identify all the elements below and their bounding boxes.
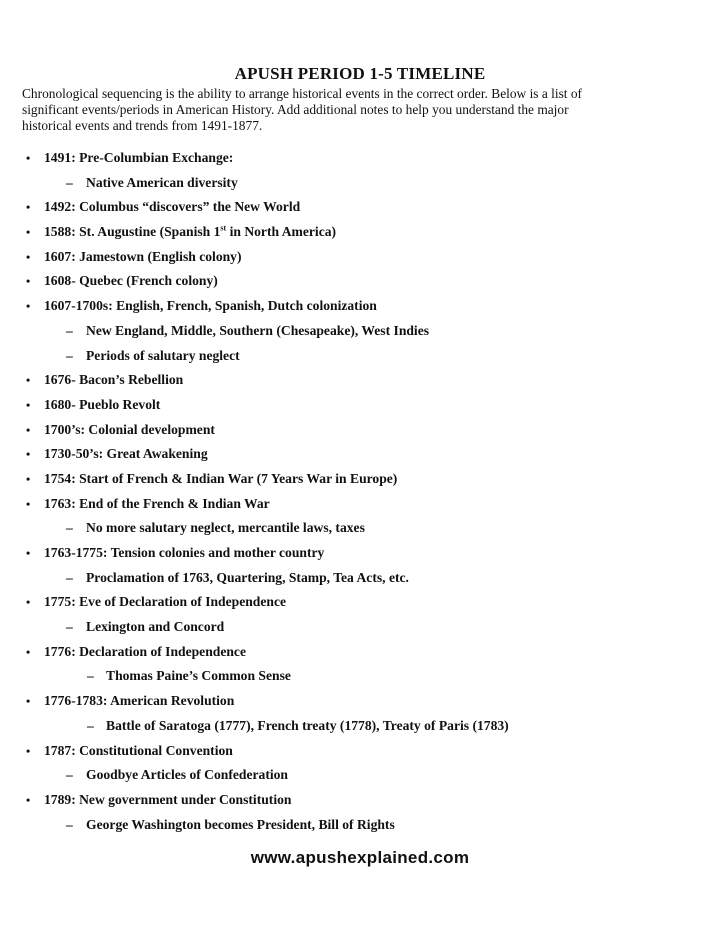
item-text <box>44 739 233 764</box>
dash-marker: – <box>66 174 73 190</box>
timeline-event <box>0 220 720 245</box>
timeline-event <box>0 467 720 492</box>
item-text-main: 1776-1783: American Revolution <box>44 693 235 709</box>
intro-line: significant events/periods in American History. Add additional notes to help you understand the major <box>22 102 569 117</box>
timeline-event <box>0 640 720 665</box>
timeline-event <box>0 195 720 220</box>
item-text <box>106 664 291 689</box>
timeline-subpoint <box>0 714 720 739</box>
item-text-main: Proclamation of 1763, Quartering, Stamp, Tea Acts, etc. <box>86 569 409 585</box>
item-text <box>44 294 377 319</box>
dash-marker: – <box>66 322 73 338</box>
item-text-main: 1491: Pre-Columbian Exchange: <box>44 150 234 165</box>
dash-marker: – <box>66 520 73 536</box>
timeline-event <box>0 294 720 319</box>
dash-marker: – <box>87 717 94 733</box>
bullet-marker: • <box>26 595 31 610</box>
timeline-subpoint <box>0 763 720 788</box>
timeline-event <box>0 541 720 566</box>
item-text <box>86 344 240 369</box>
timeline-event <box>0 368 720 393</box>
item-text <box>44 788 291 813</box>
item-text-main: 1676- Bacon’s Rebellion <box>44 372 184 388</box>
timeline-event <box>0 146 720 171</box>
timeline-subpoint <box>0 566 720 591</box>
dash-marker: – <box>66 816 73 832</box>
timeline-event <box>0 739 720 764</box>
item-text <box>86 566 409 591</box>
dash-marker: – <box>66 569 73 585</box>
timeline-event <box>0 492 720 517</box>
item-text <box>44 393 160 418</box>
item-text-continued: in North America) <box>226 224 337 240</box>
item-text-main: 1588: St. Augustine (Spanish 1 <box>44 224 221 240</box>
bullet-marker: • <box>26 249 31 264</box>
bullet-marker: • <box>26 397 31 412</box>
item-text-main: 1607: Jamestown (English colony) <box>44 248 242 264</box>
item-text <box>86 813 395 838</box>
bullet-marker: • <box>26 694 31 709</box>
dash-marker: – <box>66 347 73 363</box>
bullet-marker: • <box>26 200 31 215</box>
item-text-main: 1608- Quebec (French colony) <box>44 273 218 289</box>
bullet-marker: • <box>26 792 31 807</box>
item-text-main: New England, Middle, Southern (Chesapeake), West Indies <box>86 322 430 338</box>
intro-line: Chronological sequencing is the ability to arrange historical events in the correct order. Below is a list of <box>22 86 583 101</box>
item-text-main: Native American diversity <box>86 174 238 190</box>
item-text-main: Thomas Paine’s Common Sense <box>106 668 291 684</box>
item-text <box>44 442 208 467</box>
item-text <box>86 516 365 541</box>
item-text-main: Goodbye Articles of Confederation <box>86 767 288 783</box>
item-text-main: Lexington and Concord <box>86 619 225 635</box>
timeline-event <box>0 442 720 467</box>
item-text-main: 1700’s: Colonial development <box>44 421 215 437</box>
item-text-main: 1763: End of the French & Indian War <box>44 495 270 511</box>
timeline-subpoint <box>0 813 720 838</box>
bullet-marker: • <box>26 373 31 388</box>
item-text <box>44 492 270 517</box>
bullet-marker: • <box>26 471 31 486</box>
intro-paragraph <box>22 86 702 134</box>
bullet-marker: • <box>26 743 31 758</box>
item-text-main: 1789: New government under Constitution <box>44 791 292 807</box>
item-text-main: 1776: Declaration of Independence <box>44 643 247 659</box>
timeline-event <box>0 269 720 294</box>
timeline-subpoint <box>0 516 720 541</box>
timeline-subpoint <box>0 344 720 369</box>
bullet-marker: • <box>26 225 31 240</box>
dash-marker: – <box>66 619 73 635</box>
item-text <box>44 590 286 615</box>
item-text <box>86 319 429 344</box>
item-text <box>44 689 234 714</box>
dash-marker: – <box>66 767 73 783</box>
item-text <box>44 269 218 294</box>
bullet-marker: • <box>26 274 31 289</box>
item-text <box>44 541 324 566</box>
item-text <box>44 195 300 220</box>
item-text <box>86 171 238 196</box>
item-text <box>44 220 336 245</box>
item-text-main: 1754: Start of French & Indian War (7 Years War in Europe) <box>44 470 398 486</box>
item-text-main: 1730-50’s: Great Awakening <box>44 446 208 462</box>
timeline-event <box>0 689 720 714</box>
website-footer: www.apushexplained.com <box>250 848 470 867</box>
dash-marker: – <box>87 668 94 684</box>
timeline-event <box>0 590 720 615</box>
item-text <box>44 245 242 270</box>
bullet-marker: • <box>26 447 31 462</box>
item-text <box>106 714 509 739</box>
timeline-list <box>0 146 720 837</box>
item-text-main: George Washington becomes President, Bill of Rights <box>86 816 395 832</box>
item-text <box>86 763 288 788</box>
item-text-main: Periods of salutary neglect <box>86 347 240 363</box>
item-text <box>44 146 233 171</box>
bullet-marker: • <box>26 546 31 560</box>
item-text-main: 1775: Eve of Declaration of Independence <box>44 594 287 610</box>
bullet-marker: • <box>26 644 31 659</box>
item-text-main: Battle of Saratoga (1777), French treaty (1778), Treaty of Paris (1783) <box>106 717 509 733</box>
item-text-main: 1607-1700s: English, French, Spanish, Dutch colonization <box>44 298 377 314</box>
bullet-marker: • <box>26 496 31 511</box>
item-text <box>86 615 224 640</box>
item-text-main: 1787: Constitutional Convention <box>44 742 233 758</box>
item-text <box>44 368 183 393</box>
timeline-event <box>0 788 720 813</box>
item-text-main: No more salutary neglect, mercantile laws, taxes <box>86 520 365 536</box>
bullet-marker: • <box>26 299 31 314</box>
item-text-main: 1763-1775: Tension colonies and mother country <box>44 545 325 560</box>
timeline-subpoint <box>0 319 720 344</box>
item-text-main: 1492: Columbus “discovers” the New World <box>44 199 301 215</box>
ordinal-superscript: st <box>220 223 227 233</box>
item-text <box>44 467 397 492</box>
bullet-marker: • <box>26 422 31 437</box>
timeline-subpoint <box>0 171 720 196</box>
item-text <box>44 640 246 665</box>
timeline-event <box>0 393 720 418</box>
timeline-subpoint <box>0 615 720 640</box>
bullet-marker: • <box>26 151 31 165</box>
intro-line: historical events and trends from 1491-1877. <box>22 118 263 133</box>
timeline-subpoint <box>0 664 720 689</box>
timeline-event <box>0 418 720 443</box>
timeline-event <box>0 245 720 270</box>
item-text-main: 1680- Pueblo Revolt <box>44 396 161 412</box>
item-text <box>44 418 215 443</box>
document-title: APUSH PERIOD 1-5 TIMELINE <box>234 64 486 83</box>
